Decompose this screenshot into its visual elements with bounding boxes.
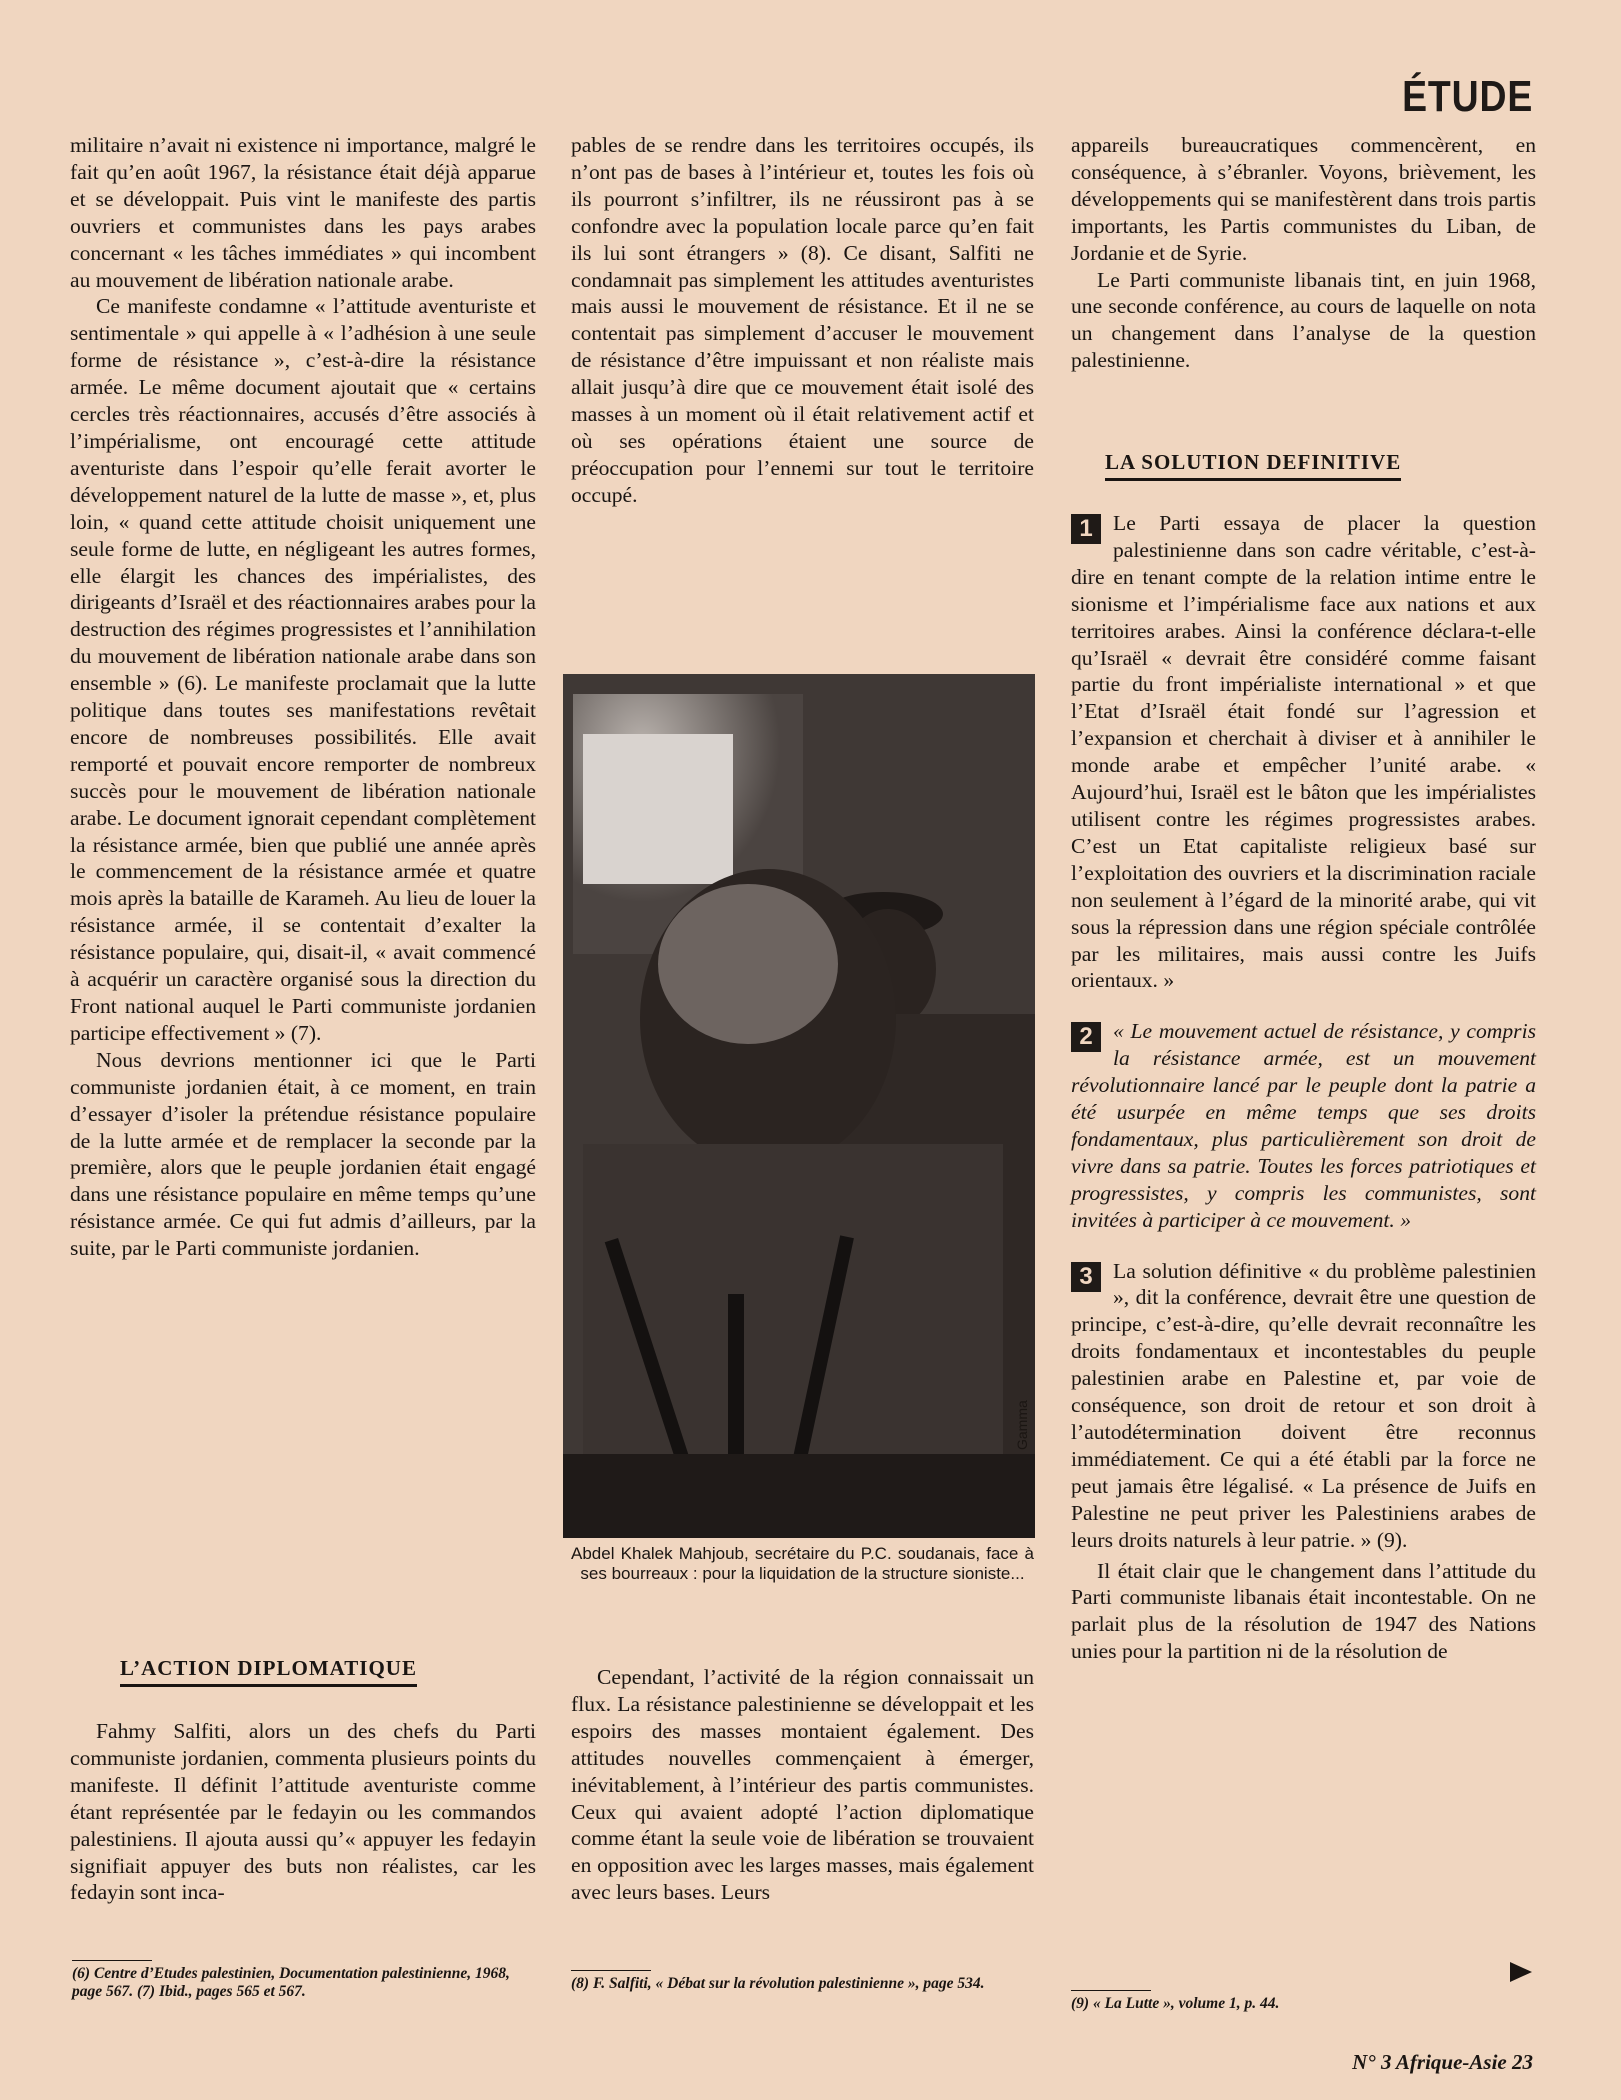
paragraph: Le Parti communiste libanais tint, en juin 1968, une seconde conférence, au cours de laquelle on nota un changement dans l’analyse de la question palestinienne. [1071, 267, 1536, 373]
photo-caption: Abdel Khalek Mahjoub, secrétaire du P.C. soudanais, face à ses bourreaux : pour la liquidation de la structure sioniste... [571, 1544, 1034, 1583]
paragraph: Nous devrions mentionner ici que le Parti communiste jordanien était, à ce moment, en train d’essayer d’isoler la prétendue résistance populaire de la lutte armée et de remplacer la seconde par la première, alors que le peuple jordanien était engagé dans une résistance populaire en même temps qu’une résistance armée. Ce qui fut admis d’ailleurs, par la suite, par le Parti communiste jordanien. [70, 1047, 536, 1261]
paragraph: Cependant, l’activité de la région connaissait un flux. La résistance palestinienne se développait et les espoirs des masses montaient également. Des attitudes nouvelles commençaient à émerger, inévitablement, à l’intérieur des partis communistes. Ceux qui avaient adopté l’action diplomatique comme étant la seule voie de libération se trouvaient en opposition avec les larges masses, mais également avec leurs bases. Leurs [571, 1665, 1034, 1905]
point-number: 1 [1071, 514, 1101, 544]
section-heading [1105, 450, 1401, 481]
footnote [1071, 1990, 1536, 2013]
paragraph: Il était clair que le changement dans l’attitude du Parti communiste libanais était incontestable. On ne parlait plus de la résolution de 1947 des Nations unies pour la partition ni de la résolution de [1071, 1558, 1536, 1664]
footnote-rule [571, 1970, 651, 1971]
paragraph: Ce manifeste condamne « l’attitude aventuriste et sentimentale » qui appelle à « l’adhésion à une seule forme de résistance », c’est-à-dire la résistance armée. Le même document ajoutait que « certains cercles très réactionnaires, accusés d’être associés à l’impérialisme, ont encouragé cette attitude aventuriste dans l’espoir qu’elle ferait avorter le développement naturel de la lutte de masse », et, plus loin, « quand cette attitude choisit uniquement une seule forme de lutte, en négligeant les autres formes, elle élargit les chances des impérialistes, des dirigeants d’Israël et des réactionnaires arabes pour la destruction des régimes progressistes et l’annihilation du mouvement de libération nationale arabe dans son ensemble » (6). Le manifeste proclamait que la lutte politique dans toutes ses manifestations revêtait encore de nombreuses possibilités. Elle avait remporté et pouvait encore remporter de nombreux succès pour le mouvement de libération nationale arabe. Le document ignorait cependant complètement la résistance armée, bien que publié une année après le commencement de la résistance armée et quatre mois après la bataille de Karameh. Au lieu de louer la résistance armée, il se contentait d’exalter la résistance populaire, qui, disait-il, « avait commencé à acquérir un caractère organisé sous la direction du Front national auquel le Parti communiste jordanien participe effectivement » (7). [70, 294, 536, 1045]
continue-arrow-icon [1510, 1962, 1532, 1982]
page-folio: N° 3 Afrique-Asie 23 [1352, 2050, 1533, 2074]
photo-credit: Gamma [1014, 1400, 1030, 1450]
section-label: ÉTUDE [1401, 72, 1533, 121]
footnote [72, 1960, 538, 2001]
column-3-lower [1071, 510, 1536, 1665]
footnote-text: (8) F. Salfiti, « Débat sur la révolution palestinienne », page 534. [571, 1975, 985, 1992]
column-3 [1071, 132, 1536, 374]
column-2-lower [571, 1664, 1034, 1906]
numbered-point [1071, 1258, 1536, 1554]
heading-text: LA SOLUTION DEFINITIVE [1105, 450, 1401, 481]
footnote-rule [72, 1960, 152, 1961]
point-number: 2 [1071, 1022, 1101, 1052]
footnote [571, 1970, 1034, 1993]
heading-text: L’ACTION DIPLOMATIQUE [120, 1656, 417, 1687]
footnote-text: (9) « La Lutte », volume 1, p. 44. [1071, 1995, 1280, 2012]
point-number: 3 [1071, 1262, 1101, 1292]
column-1-lower [70, 1718, 536, 1906]
photograph [563, 674, 1035, 1538]
footnote-text: (6) Centre d’Etudes palestinien, Documentation palestinienne, 1968, page 567. (7) Ibid., pages 565 et 567. [72, 1965, 510, 2000]
paragraph: Fahmy Salfiti, alors un des chefs du Parti communiste jordanien, commenta plusieurs points du manifeste. Il définit l’attitude aventuriste comme étant représentée par le fedayin ou les commandos palestiniens. Il ajouta aussi qu’« appuyer les fedayin signifiait appuyer des buts non réalistes, car les fedayin sont inca- [70, 1719, 536, 1905]
column-2 [571, 132, 1034, 509]
paragraph: « Le mouvement actuel de résistance, y compris la résistance armée, est un mouvement révolutionnaire lancé par le peuple dont la patrie a été usurpée en même temps que ses droits fondamentaux, plus particulièrement son droit de vivre dans sa patrie. Toutes les forces patriotiques et progressistes, y compris les communistes, sont invitées à participer à ce mouvement. » [1071, 1019, 1536, 1232]
paragraph: militaire n’avait ni existence ni importance, malgré le fait qu’en août 1967, la résistance était déjà apparue et se développait. Puis vint le manifeste des partis ouvriers et communistes dans les pays arabes concernant « les tâches immédiates » qui incombent au mouvement de libération nationale arabe. [70, 133, 536, 292]
paragraph: La solution définitive « du problème palestinien », dit la conférence, devrait être une question de principe, c’est-à-dire, qu’elle devrait reconnaître les droits fondamentaux et incontestables du peuple palestinien arabe en Palestine et, par voie de conséquence, son droit de retour et son droit à l’autodétermination doivent être reconnus immédiatement. Ce qui a été établi par la force ne peut jamais être légalisé. « La présence de Juifs en Palestine ne peut priver les Palestiniens arabes de leurs droits naturels à leur patrie. » (9). [1071, 1258, 1536, 1552]
numbered-point [1071, 510, 1536, 994]
photo-illustration [563, 674, 1035, 1538]
paragraph: appareils bureaucratiques commencèrent, en conséquence, à s’ébranler. Voyons, brièvement, les développements qui se manifestèrent dans trois partis importants, les Partis communistes du Liban, de Jordanie et de Syrie. [1071, 133, 1536, 265]
numbered-point [1071, 1018, 1536, 1233]
paragraph: Le Parti essaya de placer la question palestinienne dans son cadre véritable, c’est-à-dire en tenant compte de la relation intime entre le sionisme et l’impérialisme face aux nations et aux territoires arabes. Ainsi la conférence déclara-t-elle qu’Israël « devrait être considéré comme faisant partie du front impérialiste international » et que l’Etat d’Israël était fondé sur l’agression et l’expansion et cherchait à diviser et à annihiler le monde arabe et empêcher l’unité arabe. « Aujourd’hui, Israël est le bâton que les impérialistes utilisent contre les régimes progressistes arabes. C’est un Etat capitaliste religieux basé sur l’exploitation des ouvriers et la discrimination raciale non seulement à l’égard de la minorité arabe, qui vit sous la répression dans une région spéciale contrôlée par les militaires, mais aussi contre les Juifs orientaux. » [1071, 511, 1536, 993]
column-1 [70, 132, 536, 1632]
footnote-rule [1071, 1990, 1151, 1991]
paragraph: pables de se rendre dans les territoires occupés, ils n’ont pas de bases à l’intérieur et, toutes les fois où ils pourront s’infiltrer, ils ne réussiront pas à se confondre avec la population locale parce qu’en fait ils lui sont étrangers » (8). Ce disant, Salfiti ne condamnait pas simplement les attitudes aventuristes mais aussi le mouvement de résistance. Et il ne se contentait pas simplement d’accuser le mouvement de résistance d’être impuissant et non réaliste mais allait jusqu’à dire que ce mouvement était isolé des masses à un moment où il était relativement actif et où ses opérations étaient une source de préoccupation pour l’ennemi sur tout le territoire occupé. [571, 133, 1034, 507]
section-heading [120, 1656, 417, 1687]
